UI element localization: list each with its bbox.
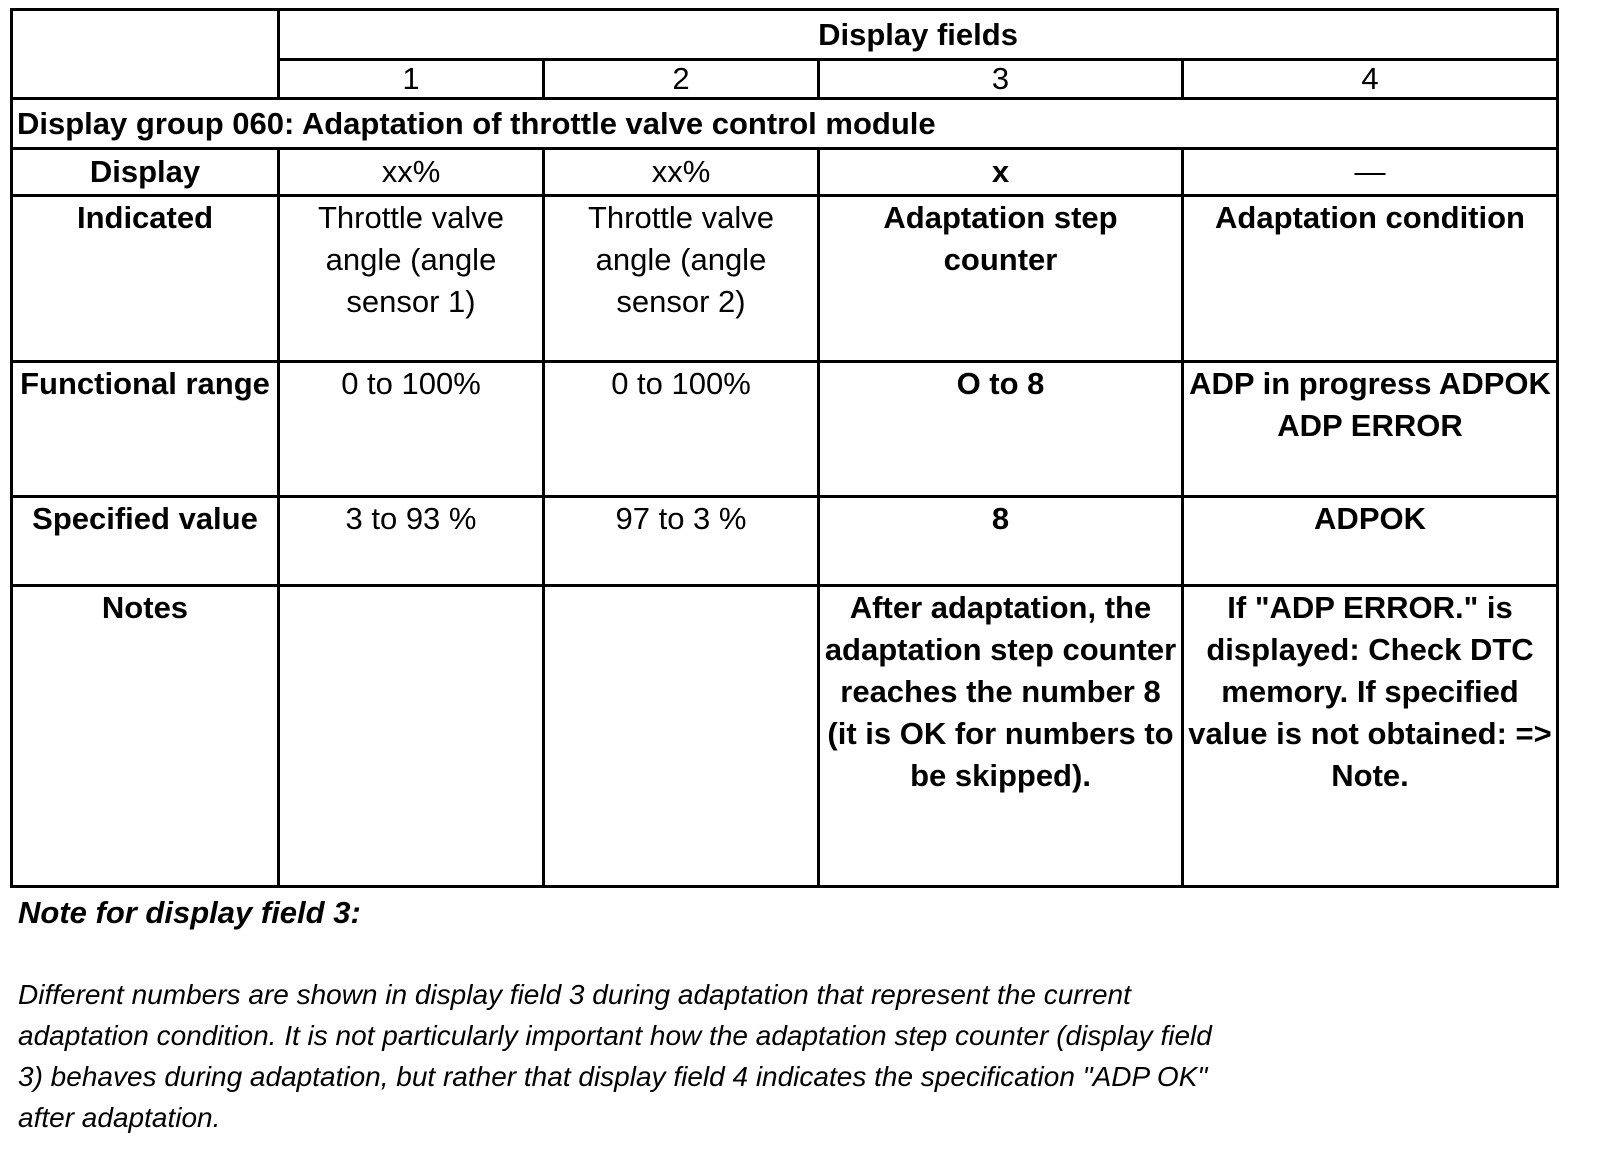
notes-field-2 bbox=[544, 586, 819, 887]
note-body: Different numbers are shown in display field 3 during adaptation that represent the current adaptation condition. It is not particularly important how the adaptation step counter (display field 3) behaves during adaptation, but rather that display field 4 indicates the specification "ADP OK" after adaptation. bbox=[18, 979, 1212, 1133]
display-field-2: xx% bbox=[544, 149, 819, 196]
notes-field-3: After adaptation, the adaptation step counter reaches the number 8 (it is OK for numbers to be skipped). bbox=[819, 586, 1183, 887]
row-label-functional-range: Functional range bbox=[12, 362, 279, 497]
specified-value-field-3: 8 bbox=[819, 497, 1183, 586]
functional-range-field-3: O to 8 bbox=[819, 362, 1183, 497]
specified-value-field-4: ADPOK bbox=[1183, 497, 1558, 586]
field-number-4: 4 bbox=[1183, 60, 1558, 99]
functional-range-field-4: ADP in progress ADPOK ADP ERROR bbox=[1183, 362, 1558, 497]
indicated-field-3: Adaptation step counter bbox=[819, 196, 1183, 362]
indicated-field-4: Adaptation condition bbox=[1183, 196, 1558, 362]
display-field-4: — bbox=[1183, 149, 1558, 196]
table-row bbox=[12, 497, 1558, 586]
table-row bbox=[12, 149, 1558, 196]
field-number-2: 2 bbox=[544, 60, 819, 99]
indicated-field-2: Throttle valve angle (angle sensor 2) bbox=[544, 196, 819, 362]
notes-field-1 bbox=[279, 586, 544, 887]
functional-range-field-1: 0 to 100% bbox=[279, 362, 544, 497]
row-label-notes: Notes bbox=[12, 586, 279, 887]
table-corner-cell bbox=[12, 10, 279, 99]
functional-range-field-2: 0 to 100% bbox=[544, 362, 819, 497]
table-row bbox=[12, 362, 1558, 497]
display-fields-header: Display fields bbox=[279, 10, 1558, 60]
table-row bbox=[12, 196, 1558, 362]
row-label-indicated: Indicated bbox=[12, 196, 279, 362]
specified-value-field-1: 3 to 93 % bbox=[279, 497, 544, 586]
display-field-1: xx% bbox=[279, 149, 544, 196]
notes-field-4: If "ADP ERROR." is displayed: Check DTC memory. If specified value is not obtained: => Note. bbox=[1183, 586, 1558, 887]
note-title: Note for display field 3: bbox=[18, 895, 361, 930]
table-row bbox=[12, 586, 1558, 887]
indicated-field-1: Throttle valve angle (angle sensor 1) bbox=[279, 196, 544, 362]
row-label-display: Display bbox=[12, 149, 279, 196]
display-group-title: Display group 060: Adaptation of throttle valve control module bbox=[12, 99, 1558, 149]
field-number-1: 1 bbox=[279, 60, 544, 99]
display-field-3: x bbox=[819, 149, 1183, 196]
row-label-specified-value: Specified value bbox=[12, 497, 279, 586]
display-group-table bbox=[10, 8, 1559, 888]
specified-value-field-2: 97 to 3 % bbox=[544, 497, 819, 586]
field-number-3: 3 bbox=[819, 60, 1183, 99]
